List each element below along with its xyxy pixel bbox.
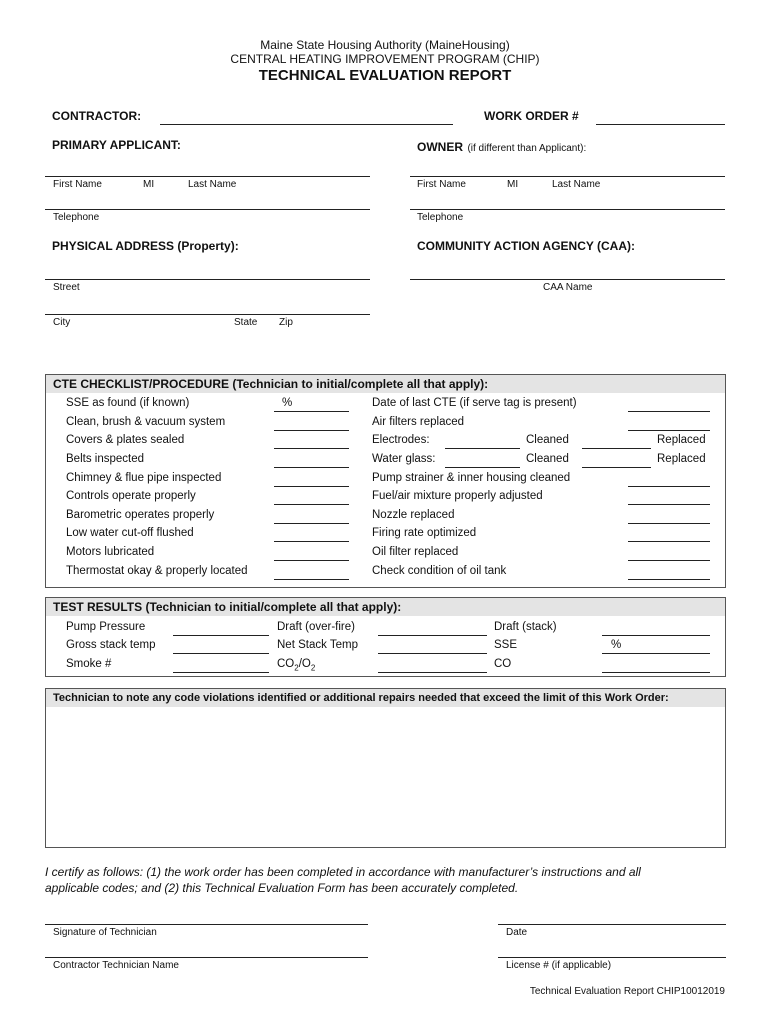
cte-left-initial-field[interactable]: [274, 486, 349, 487]
work-order-field[interactable]: [596, 124, 725, 125]
cte-right-item: Fuel/air mixture properly adjusted: [372, 490, 543, 502]
cte-left-initial-field[interactable]: [274, 504, 349, 505]
cte-right-initial-field[interactable]: [628, 430, 710, 431]
cte-right-initial-field[interactable]: [628, 579, 710, 580]
certification-line-1: I certify as follows: (1) the work order has been completed in accordance with manufacturer’s instructions and all: [45, 865, 641, 879]
co-field[interactable]: [602, 672, 710, 673]
electrodes-cleaned-label: Cleaned: [526, 434, 569, 446]
test-col1-item: Gross stack temp: [66, 639, 156, 651]
physical-address-label: PHYSICAL ADDRESS (Property):: [52, 239, 239, 253]
cte-right-item: Pump strainer & inner housing cleaned: [372, 472, 571, 484]
cte-left-item: Thermostat okay & properly located: [66, 565, 248, 577]
test-col3-item: Draft (stack): [494, 621, 557, 633]
cte-right-item: Air filters replaced: [372, 416, 465, 428]
co2-subscript: 2: [294, 663, 299, 673]
owner-name-field[interactable]: [410, 176, 725, 177]
owner-first-name-label: First Name: [417, 179, 466, 190]
cte-right-initial-field[interactable]: [628, 523, 710, 524]
cte-right-item: Nozzle replaced: [372, 509, 455, 521]
owner-mi-label: MI: [507, 179, 519, 190]
sse-test-percent-sign: %: [611, 639, 622, 651]
test-col2-item: Draft (over-fire): [277, 621, 355, 633]
test-col2-item: Net Stack Temp: [277, 639, 358, 651]
owner-note: (if different than Applicant):: [467, 143, 587, 154]
license-label: License # (if applicable): [506, 960, 612, 971]
gross-stack-temp-field[interactable]: [173, 653, 269, 654]
contractor-label: CONTRACTOR:: [52, 109, 142, 123]
date-field[interactable]: [498, 924, 726, 925]
cte-right-item: Check condition of oil tank: [372, 565, 507, 577]
applicant-mi-label: MI: [143, 179, 155, 190]
technician-name-label: Contractor Technician Name: [53, 960, 179, 971]
cte-left-item: Low water cut-off flushed: [66, 527, 194, 539]
applicant-telephone-label: Telephone: [53, 212, 100, 223]
sse-test-field[interactable]: [602, 653, 710, 654]
contractor-field[interactable]: [160, 124, 453, 125]
water-glass-replaced-field[interactable]: [582, 467, 651, 468]
street-field[interactable]: [45, 279, 370, 280]
cte-left-item: Clean, brush & vacuum system: [66, 416, 226, 428]
draft-stack-field[interactable]: [602, 635, 710, 636]
caa-name-field[interactable]: [410, 279, 725, 280]
technician-name-field[interactable]: [45, 957, 368, 958]
co2-text: CO: [277, 658, 295, 670]
street-label: Street: [53, 282, 80, 293]
cte-left-initial-field[interactable]: [274, 467, 349, 468]
cte-left-item: Barometric operates properly: [66, 509, 215, 521]
primary-applicant-label: PRIMARY APPLICANT:: [52, 138, 181, 152]
cte-right-item: Date of last CTE (if serve tag is present): [372, 397, 577, 409]
zip-label: Zip: [279, 317, 293, 328]
co2-o2-label: [277, 658, 315, 672]
page-title: TECHNICAL EVALUATION REPORT: [258, 67, 512, 84]
cte-left-initial-field[interactable]: [274, 541, 349, 542]
city-label: City: [53, 317, 71, 328]
work-order-label: WORK ORDER #: [484, 109, 579, 123]
cte-left-item: Covers & plates sealed: [66, 434, 185, 446]
water-glass-cleaned-label: Cleaned: [526, 453, 569, 465]
sse-percent-sign: %: [282, 397, 293, 409]
owner-label: OWNER: [417, 140, 463, 154]
cte-right-item: Oil filter replaced: [372, 546, 459, 558]
technician-signature-label: Signature of Technician: [53, 927, 157, 938]
cte-right-item: Water glass:: [372, 453, 436, 465]
electrodes-cleaned-field[interactable]: [445, 448, 520, 449]
water-glass-cleaned-field[interactable]: [445, 467, 520, 468]
cte-left-item: Motors lubricated: [66, 546, 155, 558]
owner-telephone-label: Telephone: [417, 212, 464, 223]
test-col3-item: CO: [494, 658, 512, 670]
code-violations-heading: Technician to note any code violations identified or additional repairs needed that exceed the limit of this Work Order:: [46, 689, 725, 707]
cte-left-initial-field[interactable]: [274, 523, 349, 524]
test-col1-item: Pump Pressure: [66, 621, 146, 633]
o2-text: /O: [298, 658, 311, 670]
caa-label: COMMUNITY ACTION AGENCY (CAA):: [417, 239, 635, 253]
cte-left-item: SSE as found (if known): [66, 397, 190, 409]
water-glass-replaced-label: Replaced: [657, 453, 706, 465]
owner-heading: [417, 138, 586, 156]
net-stack-temp-field[interactable]: [378, 653, 487, 654]
electrodes-replaced-label: Replaced: [657, 434, 706, 446]
cte-right-initial-field[interactable]: [628, 560, 710, 561]
cte-right-initial-field[interactable]: [628, 541, 710, 542]
owner-telephone-field[interactable]: [410, 209, 725, 210]
cte-left-item: Chimney & flue pipe inspected: [66, 472, 222, 484]
owner-last-name-label: Last Name: [552, 179, 601, 190]
o2-subscript: 2: [310, 663, 316, 673]
test-col1-item: Smoke #: [66, 658, 112, 670]
cte-left-initial-field[interactable]: [274, 448, 349, 449]
form-footer: Technical Evaluation Report CHIP10012019: [529, 986, 725, 997]
city-state-zip-field[interactable]: [45, 314, 370, 315]
applicant-last-name-label: Last Name: [188, 179, 237, 190]
cte-left-item: Controls operate properly: [66, 490, 196, 502]
test-results-section: [45, 597, 726, 677]
cte-right-item: Firing rate optimized: [372, 527, 477, 539]
applicant-telephone-field[interactable]: [45, 209, 370, 210]
applicant-first-name-label: First Name: [53, 179, 102, 190]
draft-over-fire-field[interactable]: [378, 635, 487, 636]
certification-line-2: applicable codes; and (2) this Technical Evaluation Form has been accurately completed.: [45, 881, 519, 895]
state-label: State: [234, 317, 258, 328]
license-field[interactable]: [498, 957, 726, 958]
technician-signature-field[interactable]: [45, 924, 368, 925]
cte-left-initial-field[interactable]: [274, 579, 349, 580]
cte-right-initial-field[interactable]: [628, 504, 710, 505]
electrodes-replaced-field[interactable]: [582, 448, 651, 449]
co2-o2-field[interactable]: [378, 672, 487, 673]
cte-right-initial-field[interactable]: [628, 411, 710, 412]
pump-pressure-field[interactable]: [173, 635, 269, 636]
cte-left-initial-field[interactable]: [274, 430, 349, 431]
cte-left-item: Belts inspected: [66, 453, 144, 465]
smoke-field[interactable]: [173, 672, 269, 673]
test-col3-item: SSE: [494, 639, 518, 651]
date-label: Date: [506, 927, 528, 938]
cte-right-item: Electrodes:: [372, 434, 430, 446]
code-violations-section[interactable]: [45, 688, 726, 848]
cte-right-initial-field[interactable]: [628, 486, 710, 487]
test-results-heading: TEST RESULTS (Technician to initial/complete all that apply):: [46, 598, 725, 616]
cte-checklist-heading: CTE CHECKLIST/PROCEDURE (Technician to initial/complete all that apply):: [46, 375, 725, 393]
cte-left-initial-field[interactable]: [274, 560, 349, 561]
program-name: CENTRAL HEATING IMPROVEMENT PROGRAM (CHIP): [230, 52, 540, 66]
caa-name-label: CAA Name: [543, 282, 593, 293]
cte-left-initial-field[interactable]: [274, 411, 349, 412]
applicant-name-field[interactable]: [45, 176, 370, 177]
agency-name: Maine State Housing Authority (MaineHousing): [260, 38, 510, 52]
